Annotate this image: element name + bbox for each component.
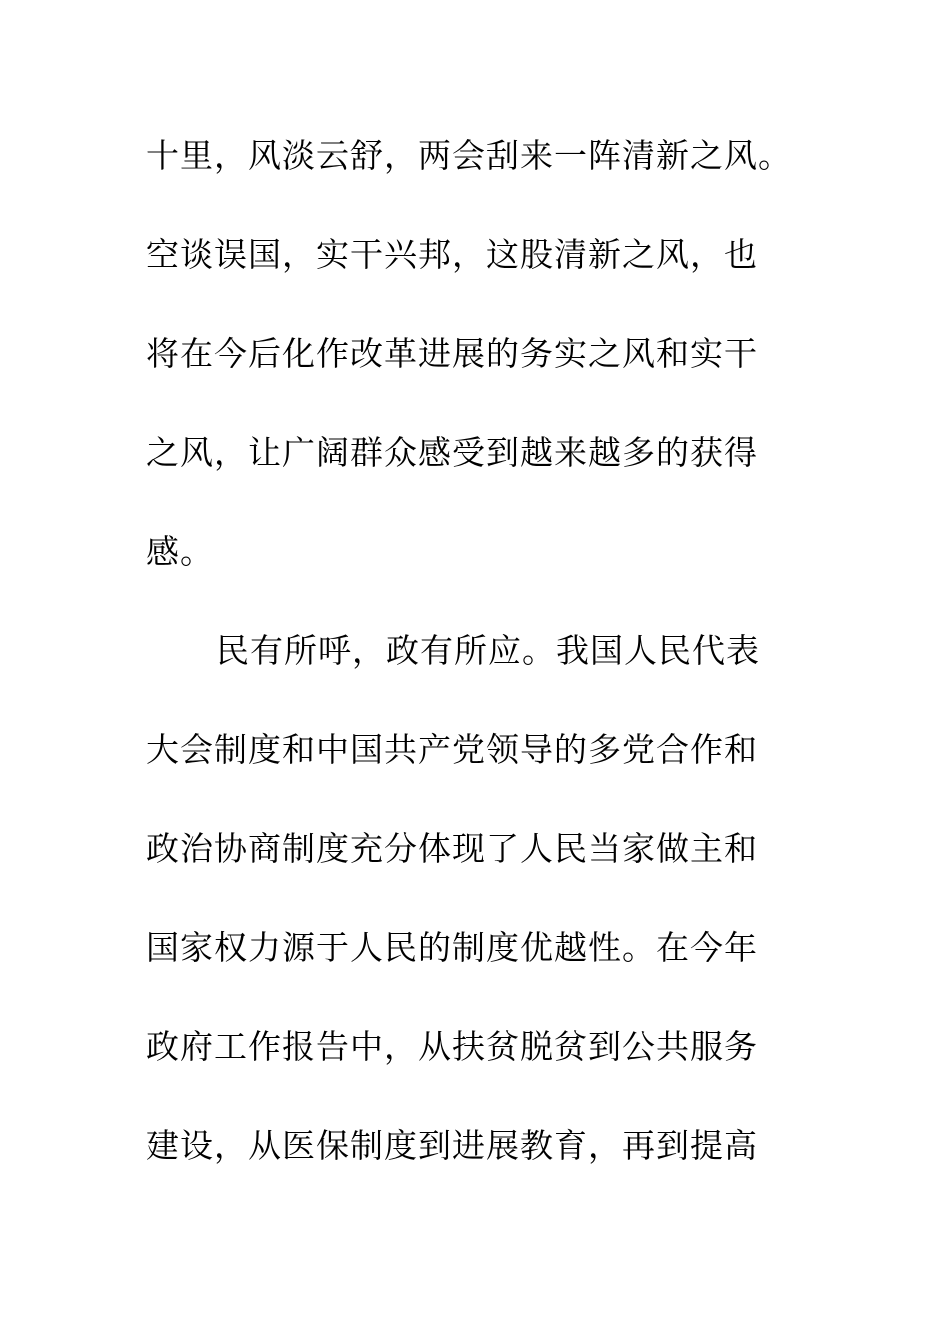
text-line: 感。 <box>146 532 214 571</box>
text-line: 国家权力源于人民的制度优越性。在今年 <box>146 928 758 967</box>
text-line: 十里，风淡云舒，两会刮来一阵清新之风。 <box>146 136 792 175</box>
text-line: 将在今后化作改革进展的务实之风和实干 <box>146 334 758 373</box>
body-text <box>146 126 826 1215</box>
text-line: 建设，从医保制度到进展教育，再到提高 <box>146 1126 758 1165</box>
paragraph-first-line: 民有所呼，政有所应。我国人民代表 <box>216 631 760 670</box>
text-line: 大会制度和中国共产党领导的多党合作和 <box>146 730 758 769</box>
text-line: 政府工作报告中，从扶贫脱贫到公共服务 <box>146 1027 758 1066</box>
text-line: 空谈误国，实干兴邦，这股清新之风，也 <box>146 235 758 274</box>
text-line: 之风，让广阔群众感受到越来越多的获得 <box>146 433 758 472</box>
text-line: 政治协商制度充分体现了人民当家做主和 <box>146 829 758 868</box>
